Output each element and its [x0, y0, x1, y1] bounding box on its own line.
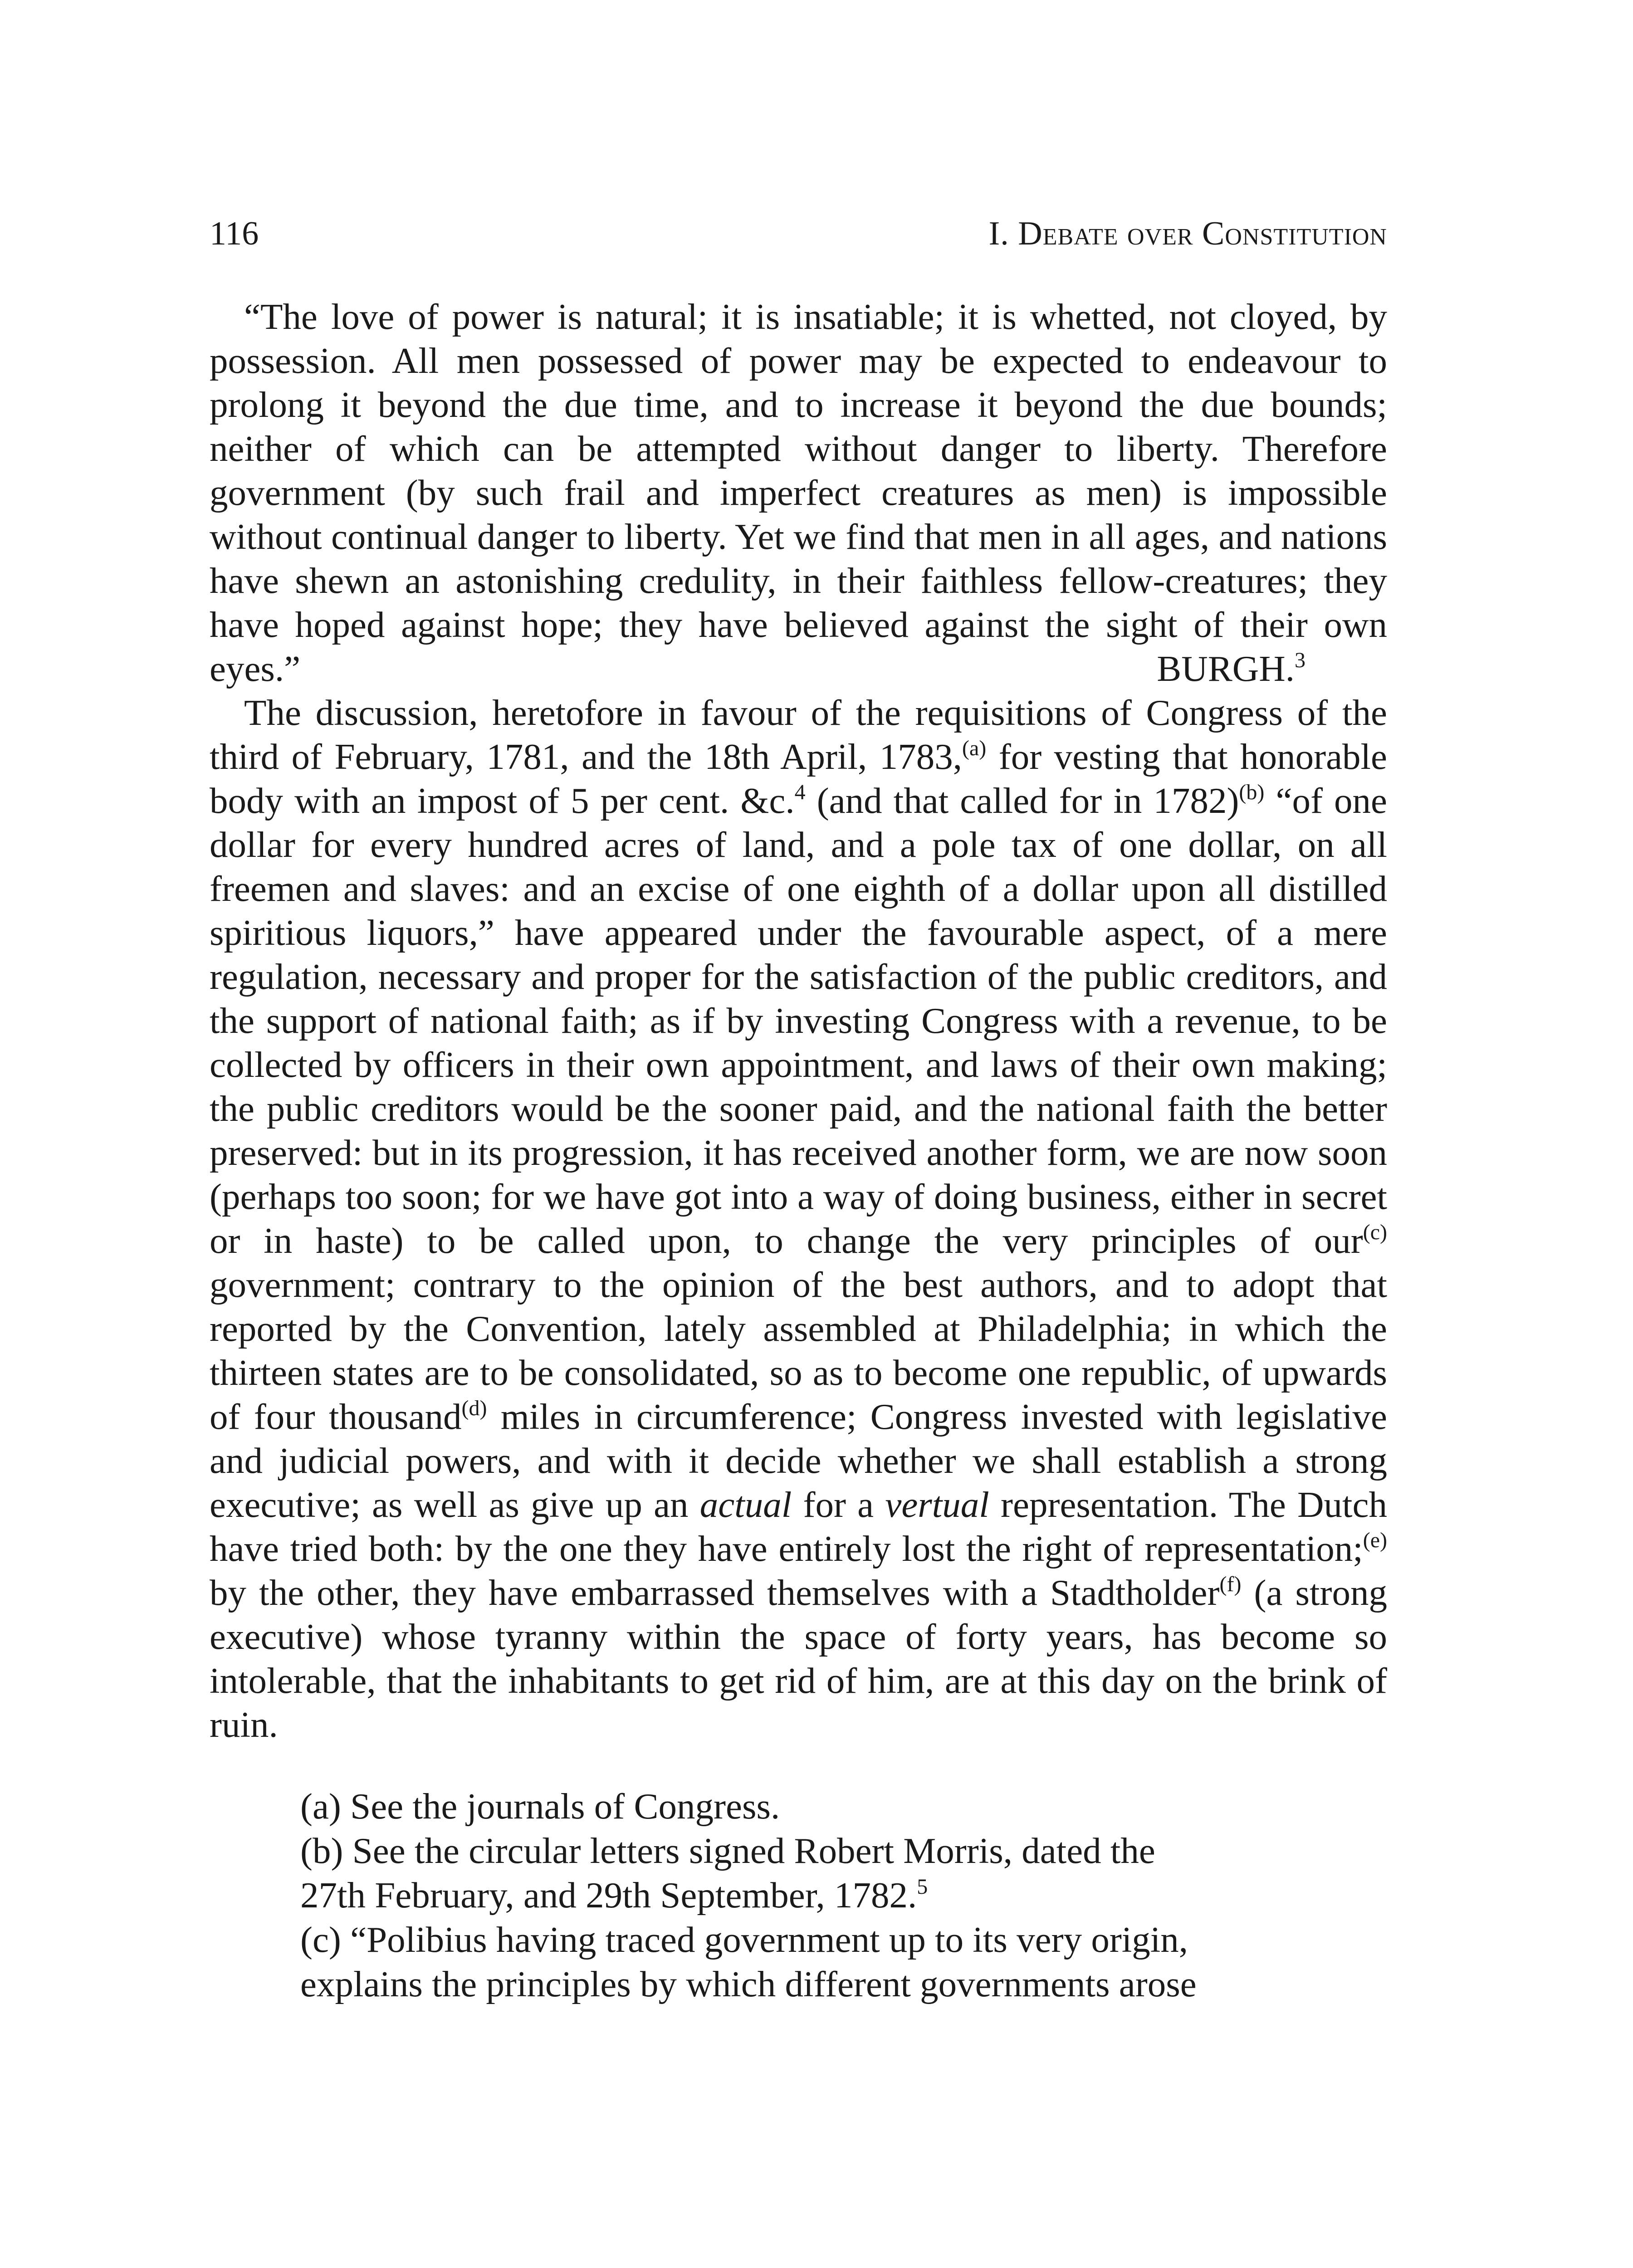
italic-word-actual: actual: [699, 1484, 792, 1525]
section-title: I. Debate over Constitution: [988, 215, 1387, 252]
italic-word-vertual: vertual: [885, 1484, 989, 1525]
footnote-c-line1: (c) “Polibius having traced government up to its very origin,: [300, 1919, 1188, 1960]
paragraph-text: by the other, they have embarrassed themselves with a Stadtholder: [210, 1572, 1220, 1613]
note-ref-5: 5: [917, 1875, 928, 1899]
paragraph-text: “of one dollar for every hundred acres of land, and a pole tax of one dollar, on all freemen and slaves: and an excise of one eighth of a dollar upon all distilled spiritious liquors,” have appeared under the favourable aspect, of a mere regulation, necessary and proper for the satisfaction of the public creditors, and the support of national faith; as if by investing Congress with a revenue, to be collected by officers in their own appointment, and laws of their own making; the public creditors would be the sooner paid, and the national faith the better preserved: but in its progression, it has received another form, we are now soon (perhaps too soon; for we have got into a way of doing business, either in secret or in haste) to be called upon, to change the very principles of our: [210, 780, 1387, 1261]
running-head: [210, 213, 1387, 254]
body-text: [210, 295, 1387, 1747]
footnote-ref-b: (b): [1239, 780, 1265, 804]
paragraph-text: miles in circumference; Congress invested with legislative and judicial powers, and with it decide whether we shall establish a strong executive; as well as give up an: [210, 1396, 1388, 1525]
footnotes: [300, 1784, 1316, 2006]
epigraph: [210, 295, 1387, 691]
footnote-ref-a: (a): [962, 736, 987, 760]
epigraph-quote: “The love of power is natural; it is insatiable; it is whetted, not cloyed, by possession. All men possessed of power may be expected to endeavour to prolong it beyond the due time, and to increase it beyond the due bounds; neither of which can be attempted without danger to liberty. Therefore government (by such frail and imperfect creatures as men) is impossible without continual danger to liberty. Yet we find that men in all ages, and nations have shewn an astonishing credulity, in their faithless fellow-creatures; they have hoped against hope; they have believed against the sight of their own eyes.”: [210, 296, 1387, 689]
footnote-b-line2: 27th February, and 29th September, 1782.: [300, 1875, 917, 1916]
footnote-ref-f: (f): [1219, 1572, 1242, 1596]
note-ref-4: 4: [794, 780, 806, 804]
footnote-b-line1: (b) See the circular letters signed Robert Morris, dated the: [300, 1830, 1155, 1871]
epigraph-author-name: BURGH.: [1157, 648, 1295, 689]
note-ref-3: 3: [1295, 648, 1305, 672]
footnote-c: [300, 1917, 1316, 2006]
paragraph-text: (a strong executive) whose tyranny within the space of forty years, has become so intolerable, that the inhabitants to get rid of him, are at this day on the brink of ruin.: [210, 1572, 1387, 1745]
main-paragraph: [210, 691, 1387, 1747]
footnote-a: (a) See the journals of Congress.: [300, 1786, 780, 1827]
paragraph-text: for a: [792, 1484, 885, 1525]
epigraph-author: [1122, 647, 1305, 691]
footnote-b: [300, 1828, 1316, 1917]
paragraph-text: for vesting that honorable body with an impost of 5 per cent. &c.: [210, 736, 1387, 821]
footnote-ref-d: (d): [461, 1396, 487, 1420]
page-number: 116: [210, 215, 259, 252]
footnote-c-line2: explains the principles by which different governments arose: [300, 1964, 1197, 2004]
book-page: [210, 213, 1387, 2006]
paragraph-text: representation. The Dutch have tried both: by the one they have entirely lost the right of representation;: [210, 1484, 1387, 1569]
paragraph-text: The discussion, heretofore in favour of the requisitions of Congress of the third of February, 1781, and the 18th April, 1783,: [210, 692, 1387, 777]
footnote-ref-e: (e): [1363, 1528, 1387, 1552]
paragraph-text: (and that called for in 1782): [805, 780, 1239, 821]
paragraph-text: government; contrary to the opinion of the best authors, and to adopt that reported by the Convention, lately assembled at Philadelphia; in which the thirteen states are to be consolidated, so as to become one republic, of upwards of four thousand: [210, 1264, 1387, 1437]
footnote-ref-c: (c): [1363, 1220, 1387, 1244]
